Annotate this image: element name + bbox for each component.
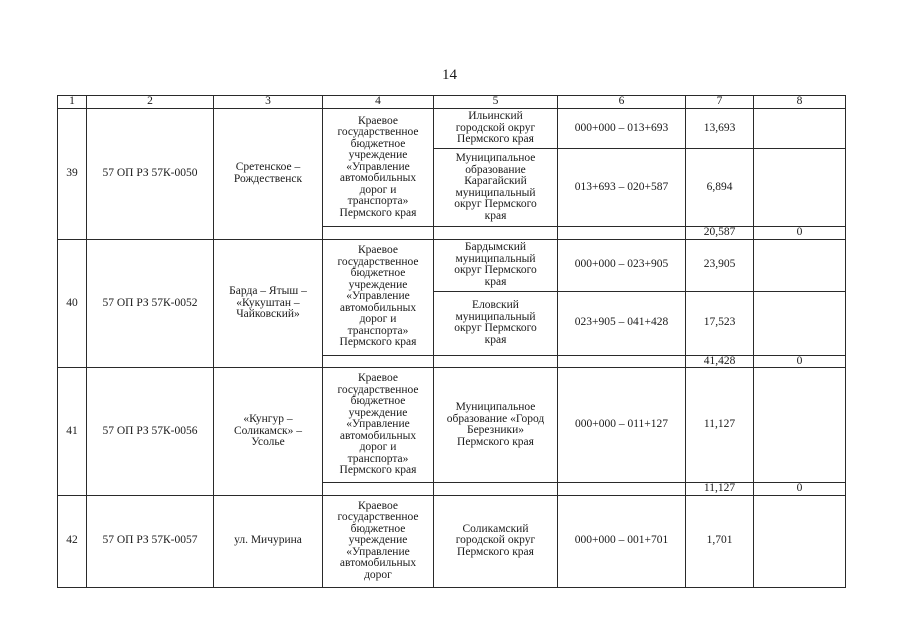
segment-length: 6,894 (686, 149, 754, 227)
road-owner: Краевое государственное бюджетное учреждение «Управление автомобильных дорог и транспорта» Пермского края (323, 109, 434, 227)
km-range: 000+000 – 023+905 (558, 239, 686, 291)
table-header-row (58, 96, 846, 109)
municipality: Муниципальное образование Карагайский муниципальный округ Пермского края (434, 149, 558, 227)
column-header: 3 (214, 96, 323, 109)
segment-length: 17,523 (686, 291, 754, 355)
km-range: 000+000 – 013+693 (558, 109, 686, 149)
total-col8: 0 (754, 483, 846, 496)
roads-table (57, 95, 846, 588)
municipality: Муниципальное образование «Город Березники» Пермского края (434, 368, 558, 483)
km-range: 013+693 – 020+587 (558, 149, 686, 227)
road-owner: Краевое государственное бюджетное учреждение «Управление автомобильных дорог (323, 495, 434, 587)
column-header: 5 (434, 96, 558, 109)
column-header: 8 (754, 96, 846, 109)
total-spacer (434, 227, 558, 240)
total-col8: 0 (754, 227, 846, 240)
total-spacer (434, 483, 558, 496)
row-number: 41 (58, 368, 87, 496)
extra-value (754, 149, 846, 227)
extra-value (754, 495, 846, 587)
table-row (58, 239, 846, 291)
km-range: 000+000 – 011+127 (558, 368, 686, 483)
total-length: 11,127 (686, 483, 754, 496)
page-number: 14 (442, 67, 457, 83)
total-spacer (323, 355, 434, 368)
municipality: Бардымский муниципальный округ Пермского края (434, 239, 558, 291)
table-row (58, 109, 846, 149)
total-col8: 0 (754, 355, 846, 368)
extra-value (754, 368, 846, 483)
segment-length: 11,127 (686, 368, 754, 483)
column-header: 6 (558, 96, 686, 109)
road-code: 57 ОП РЗ 57К-0052 (87, 239, 214, 368)
row-number: 42 (58, 495, 87, 587)
road-name: «Кунгур – Соликамск» – Усолье (214, 368, 323, 496)
road-name: ул. Мичурина (214, 495, 323, 587)
total-spacer (558, 483, 686, 496)
road-owner: Краевое государственное бюджетное учреждение «Управление автомобильных дорог и транспорта» Пермского края (323, 368, 434, 483)
row-number: 39 (58, 109, 87, 240)
total-spacer (434, 355, 558, 368)
km-range: 000+000 – 001+701 (558, 495, 686, 587)
total-spacer (558, 355, 686, 368)
road-code: 57 ОП РЗ 57К-0056 (87, 368, 214, 496)
total-spacer (323, 483, 434, 496)
road-name: Сретенское – Рождественск (214, 109, 323, 240)
segment-length: 1,701 (686, 495, 754, 587)
road-name: Барда – Ятыш – «Кукуштан – Чайковский» (214, 239, 323, 368)
km-range: 023+905 – 041+428 (558, 291, 686, 355)
road-code: 57 ОП РЗ 57К-0057 (87, 495, 214, 587)
municipality: Ильинский городской округ Пермского края (434, 109, 558, 149)
municipality: Соликамский городской округ Пермского края (434, 495, 558, 587)
road-owner: Краевое государственное бюджетное учреждение «Управление автомобильных дорог и транспорта» Пермского края (323, 239, 434, 355)
column-header: 1 (58, 96, 87, 109)
total-spacer (558, 227, 686, 240)
municipality: Еловский муниципальный округ Пермского края (434, 291, 558, 355)
column-header: 7 (686, 96, 754, 109)
column-header: 4 (323, 96, 434, 109)
total-spacer (323, 227, 434, 240)
table-row (58, 368, 846, 483)
extra-value (754, 239, 846, 291)
total-length: 41,428 (686, 355, 754, 368)
segment-length: 23,905 (686, 239, 754, 291)
column-header: 2 (87, 96, 214, 109)
total-length: 20,587 (686, 227, 754, 240)
segment-length: 13,693 (686, 109, 754, 149)
extra-value (754, 291, 846, 355)
table-row (58, 495, 846, 587)
extra-value (754, 109, 846, 149)
row-number: 40 (58, 239, 87, 368)
road-code: 57 ОП РЗ 57К-0050 (87, 109, 214, 240)
